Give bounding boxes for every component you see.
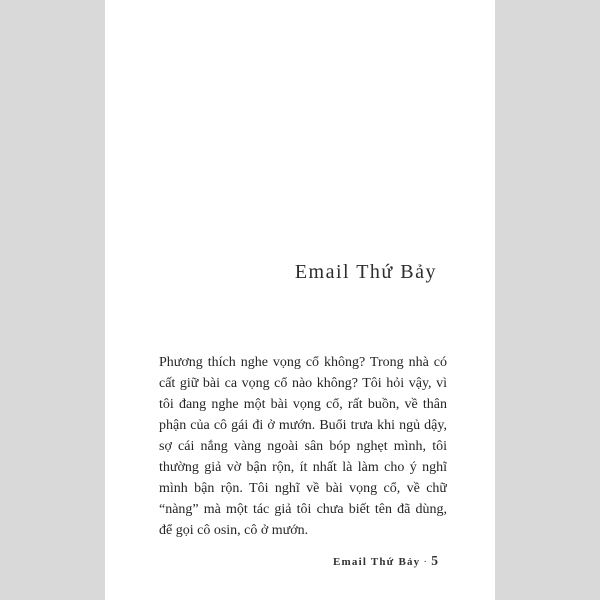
footer-page-number: 5 xyxy=(431,553,438,568)
text-line: mình bận rộn. Tôi nghĩ về bài vọng cổ, về chữ xyxy=(159,481,447,496)
text-line: cất giữ bài ca vọng cổ nào không? Tôi hỏi vậy, vì xyxy=(159,376,447,391)
text-line: sợ cái nắng vàng ngoài sân bóp nghẹt mình, tôi xyxy=(159,439,447,454)
book-page xyxy=(105,0,495,600)
text-line: phận của cô gái đi ở mướn. Buổi trưa khi ngủ dậy, xyxy=(159,418,447,433)
text-line: “nàng” mà một tác giả tôi chưa biết tên đã dùng, xyxy=(159,502,447,517)
text-line: tôi đang nghe một bài vọng cổ, rất buồn, về thân xyxy=(159,397,447,412)
footer-chapter-label: Email Thứ Bảy xyxy=(332,556,421,568)
body-text xyxy=(159,352,447,541)
page-footer xyxy=(105,553,495,570)
footer-separator: · xyxy=(423,556,429,568)
text-line: để gọi cô osin, cô ở mướn. xyxy=(159,523,309,538)
text-line: Phương thích nghe vọng cổ không? Trong nhà có xyxy=(159,355,447,370)
text-line: thường giả vờ bận rộn, ít nhất là làm cho ý nghĩ xyxy=(159,460,447,475)
chapter-title: Email Thứ Bảy xyxy=(294,261,437,283)
